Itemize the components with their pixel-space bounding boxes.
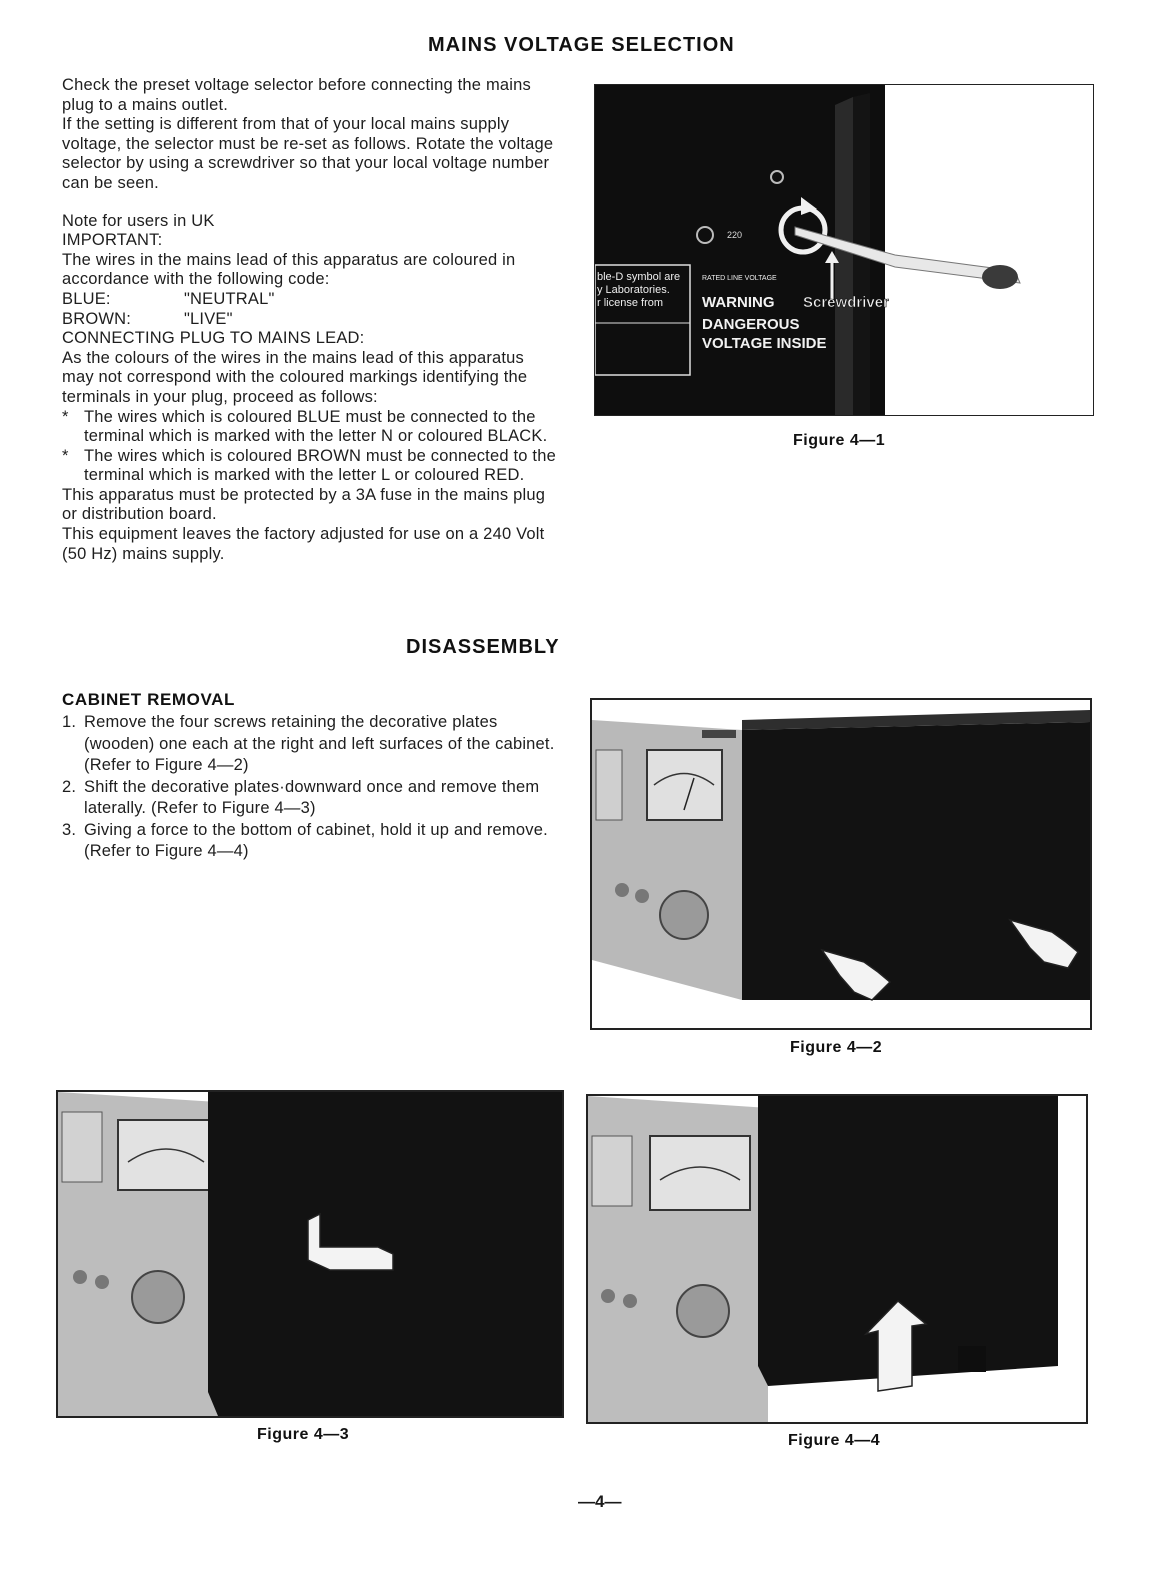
bullet-mark: * bbox=[62, 407, 69, 426]
selector-value: 220 bbox=[727, 230, 743, 240]
figure-4-1-caption: Figure 4—1 bbox=[793, 432, 886, 449]
figure-4-3-illustration bbox=[58, 1092, 562, 1416]
blue-key: BLUE: bbox=[62, 289, 111, 308]
step-text: Remove the four screws retaining the decorative plates (wooden) one each at the right and left surfaces of the cabinet. (Refer to Figure 4—2) bbox=[84, 713, 555, 774]
page-number: —4— bbox=[578, 1492, 622, 1511]
figure-4-3-photo bbox=[56, 1090, 564, 1418]
label-line-2: y Laboratories. bbox=[597, 284, 670, 296]
label-line-3: r license from bbox=[597, 297, 664, 309]
figure-4-2-photo bbox=[590, 698, 1092, 1030]
figure-4-1-illustration bbox=[595, 85, 1093, 415]
figure-4-2-caption: Figure 4—2 bbox=[790, 1039, 883, 1056]
cabinet-removal-title: CABINET REMOVAL bbox=[62, 690, 236, 709]
bullet-mark: * bbox=[62, 446, 69, 465]
figure-4-2-illustration bbox=[592, 700, 1090, 1028]
warning-text: WARNING bbox=[702, 294, 775, 311]
para-fuse: This apparatus must be protected by a 3A fuse in the mains plug or distribution board. bbox=[62, 485, 546, 524]
step-item bbox=[62, 712, 560, 777]
para-setting-different: If the setting is different from that of your local mains supply voltage, the selector must be re-set as follows. Rotate the voltage selector by using a screwdriver so that your local voltage number can be seen. bbox=[62, 115, 554, 192]
disassembly-title: DISASSEMBLY bbox=[406, 636, 560, 658]
step-text: Giving a force to the bottom of cabinet, hold it up and remove. (Refer to Figure 4—4) bbox=[84, 820, 548, 860]
step-number: 2. bbox=[62, 777, 77, 796]
color-code-blue bbox=[62, 290, 560, 310]
figure-4-4-illustration bbox=[588, 1096, 1086, 1422]
color-code-brown bbox=[62, 310, 560, 330]
brown-value: "LIVE" bbox=[184, 309, 233, 328]
step-text: Shift the decorative plates·downward once and remove them laterally. (Refer to Figure 4—3) bbox=[84, 777, 540, 817]
label-line-1: ble-D symbol are bbox=[597, 271, 681, 283]
figure-4-4-caption: Figure 4—4 bbox=[788, 1432, 881, 1449]
bullet-blue-wire: * The wires which is coloured BLUE must be connected to the terminal which is marked with the letter N or coloured BLACK. bbox=[62, 407, 548, 446]
note-uk: Note for users in UK bbox=[62, 211, 215, 230]
figure-4-3-caption: Figure 4—3 bbox=[257, 1426, 350, 1443]
para-factory-voltage: This equipment leaves the factory adjusted for use on a 240 Volt (50 Hz) mains supply. bbox=[62, 525, 545, 563]
cabinet-removal-steps bbox=[62, 712, 560, 863]
figure-4-1-photo bbox=[594, 84, 1094, 416]
step-item bbox=[62, 777, 560, 820]
step-number: 3. bbox=[62, 820, 77, 839]
rated-line-voltage: RATED LINE VOLTAGE bbox=[702, 275, 777, 282]
voltage-inside-text: VOLTAGE INSIDE bbox=[702, 335, 827, 352]
step-number: 1. bbox=[62, 713, 77, 731]
para-check-selector: Check the preset voltage selector before connecting the mains plug to a mains outlet. bbox=[62, 76, 531, 114]
brown-key: BROWN: bbox=[62, 309, 132, 328]
bullet-brown-wire: * The wires which is coloured BROWN must be connected to the terminal which is marked with the letter L or coloured RED. bbox=[62, 446, 556, 485]
dangerous-text: DANGEROUS bbox=[702, 316, 800, 333]
para-as-colours: As the colours of the wires in the mains lead of this apparatus may not correspond with the coloured markings identifying the terminals in your plug, proceed as follows: bbox=[62, 348, 528, 406]
para-wires-coloured: The wires in the mains lead of this apparatus are coloured in accordance with the following code: bbox=[62, 250, 516, 289]
figure-4-4-photo bbox=[586, 1094, 1088, 1424]
step-item bbox=[62, 820, 560, 863]
important-label: IMPORTANT: bbox=[62, 231, 163, 250]
screwdriver-label: Screwdriver bbox=[803, 294, 889, 311]
blue-value: "NEUTRAL" bbox=[184, 289, 275, 308]
connecting-plug-heading: CONNECTING PLUG TO MAINS LEAD: bbox=[62, 329, 365, 348]
mains-voltage-text bbox=[62, 76, 560, 564]
mains-voltage-title: MAINS VOLTAGE SELECTION bbox=[428, 34, 735, 56]
